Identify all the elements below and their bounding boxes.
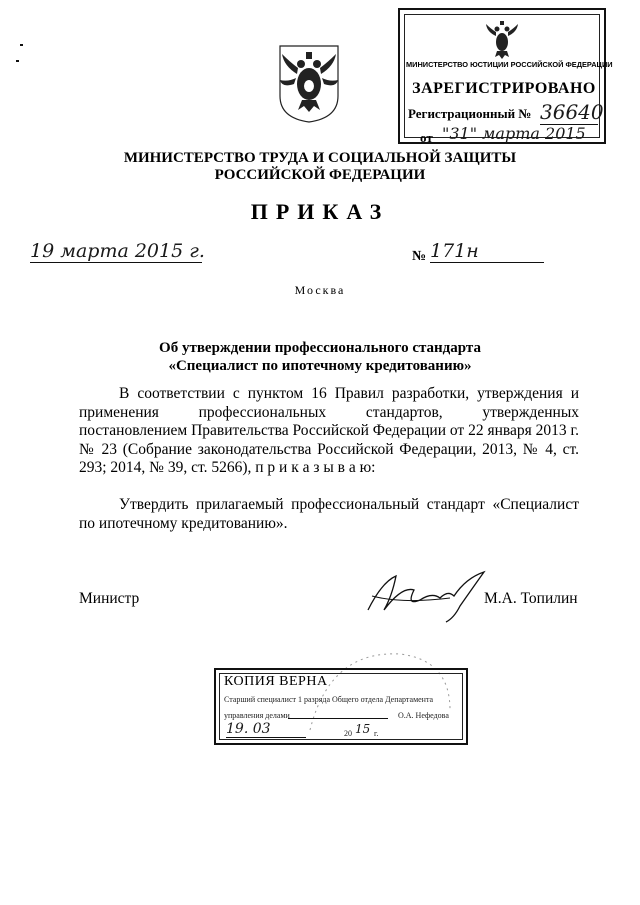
city-name: Москва xyxy=(294,283,346,297)
registration-status: ЗАРЕГИСТРИРОВАНО xyxy=(412,80,596,97)
copy-stamp-year-prefix: 20 xyxy=(344,729,352,738)
document-type-heading: ПРИКАЗ xyxy=(250,199,390,224)
copy-stamp-line2-prefix: управления делами xyxy=(224,711,290,720)
registration-date-value: "31" марта 2015 xyxy=(442,124,592,144)
ministry-name-line2: РОССИЙСКОЙ ФЕДЕРАЦИИ xyxy=(214,167,426,183)
certified-copy-stamp xyxy=(214,668,468,745)
stray-mark xyxy=(20,44,23,46)
copy-stamp-signature-line xyxy=(288,718,388,719)
order-number-handwritten: 171н xyxy=(430,240,544,263)
order-title-line1: Об утверждении профессионального стандарта xyxy=(159,340,481,356)
registration-number-label: Регистрационный № xyxy=(408,106,532,121)
registration-ministry-name: МИНИСТЕРСТВО ЮСТИЦИИ РОССИЙСКОЙ ФЕДЕРАЦИИ xyxy=(406,60,613,69)
copy-stamp-officer-name: О.А. Нефедова xyxy=(398,711,449,720)
registration-stamp xyxy=(398,8,613,145)
double-headed-eagle-icon xyxy=(276,44,342,124)
copy-stamp-date-handwritten: 19. 03 xyxy=(226,721,306,738)
registration-date-prefix: от xyxy=(420,130,433,145)
handwritten-signature xyxy=(362,566,492,626)
registration-number-value: 36640 xyxy=(540,100,604,124)
signatory-name: М.А. Топилин xyxy=(484,590,578,607)
body-paragraph-2: Утвердить прилагаемый профессиональный стандарт «Специалист по ипотечному кредитованию». xyxy=(79,496,579,532)
ministry-name-line1: МИНИСТЕРСТВО ТРУДА И СОЦИАЛЬНОЙ ЗАЩИТЫ xyxy=(123,150,517,166)
copy-stamp-heading: КОПИЯ ВЕРНА xyxy=(224,674,328,689)
order-title-line2: «Специалист по ипотечному кредитованию» xyxy=(168,358,472,374)
order-number-label: № xyxy=(412,249,427,264)
coat-of-arms-emblem xyxy=(276,44,342,124)
copy-stamp-year-suffix: г. xyxy=(374,729,379,738)
stray-mark xyxy=(16,60,19,62)
body-paragraph-1: В соответствии с пунктом 16 Правил разработки, утверждения и применения профессиональных стандартов, утвержденных постановлением Правительства Российской Федерации от 22 января 2013 г. № 23 (Собрание законодательства Российской Федерации, 2013, № 4, ст. 293; 2014, № 39, ст. 5266), п р и к а з ы в а ю: xyxy=(79,385,579,477)
signatory-position: Министр xyxy=(79,590,140,607)
order-date-handwritten: 19 марта 2015 г. xyxy=(30,240,205,262)
copy-stamp-line1: Старший специалист 1 разряда Общего отдела Департамента xyxy=(224,695,434,704)
copy-stamp-year-handwritten: 15 xyxy=(355,722,371,736)
registration-eagle-icon xyxy=(484,20,520,60)
